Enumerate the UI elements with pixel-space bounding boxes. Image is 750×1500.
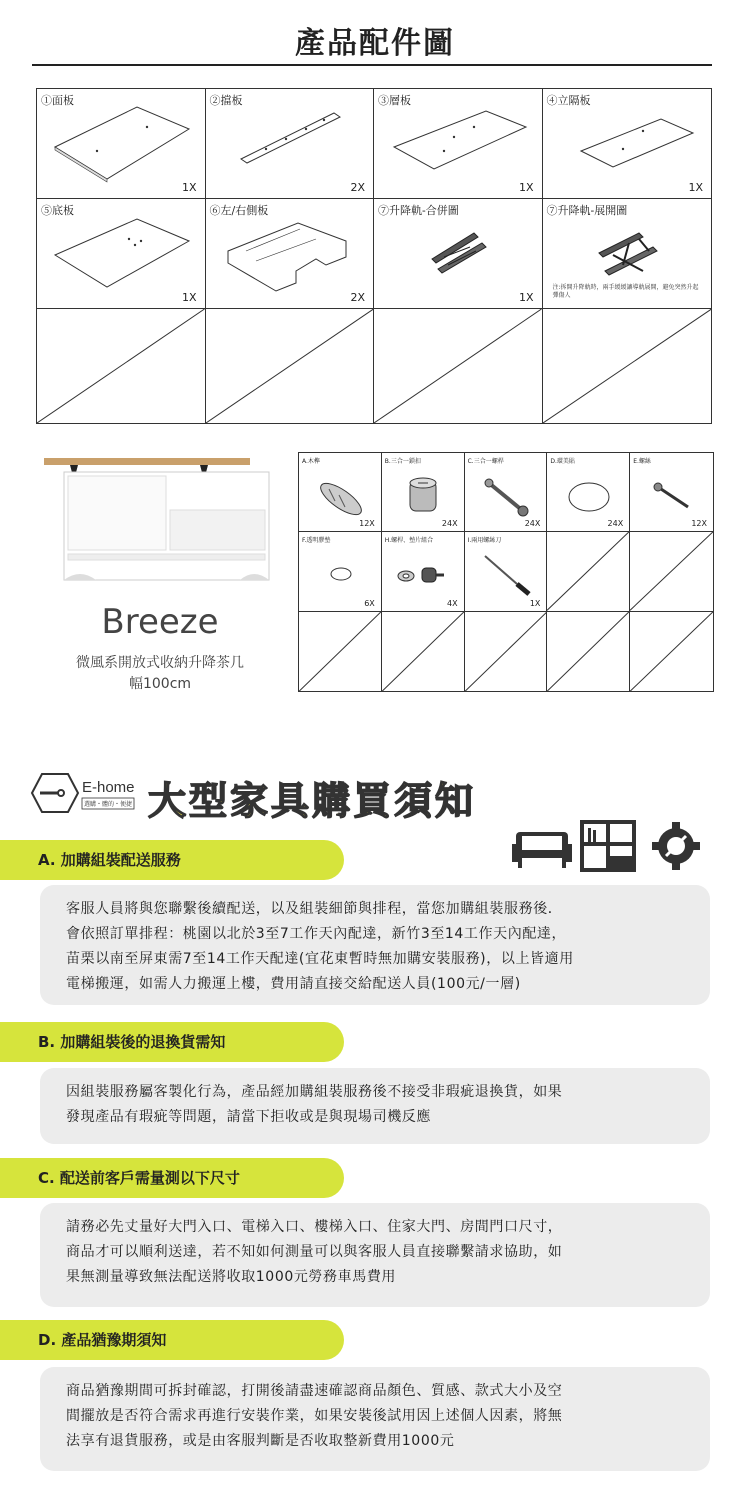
section-d-line: 商品猶豫期間可拆封確認，打開後請盡速確認商品顏色、質感、款式大小及空	[66, 1383, 563, 1399]
ehome-logo	[28, 770, 138, 816]
section-b-line: 發現產品有瑕疵等問題，請當下拒收或是與現場司機反應	[66, 1109, 431, 1125]
empty-cell	[547, 532, 630, 611]
hardware-cell-screwdriver	[465, 532, 548, 611]
bookshelf-icon	[580, 820, 636, 872]
part-label: ②擋板	[209, 94, 243, 107]
hardware-qty: 6X	[364, 598, 375, 608]
empty-cell	[630, 532, 713, 611]
hardware-label: F.透明膠墊	[302, 537, 331, 545]
product-name: Breeze	[101, 602, 219, 642]
part-label: ⑤底板	[41, 204, 74, 217]
product-width: 幅100cm	[128, 676, 192, 692]
part-cell-bottom-panel	[37, 199, 206, 309]
product-illustration	[40, 450, 280, 590]
part-cell-lift-unfolded	[543, 199, 712, 309]
part-label: ⑦升降軌-展開圖	[546, 204, 628, 217]
empty-cell	[630, 612, 713, 691]
empty-cell	[547, 612, 630, 691]
sofa-icon	[512, 832, 572, 868]
section-a-line: 苗栗以南至屏東需7至14工作天配達(宜花東暫時無加購安裝服務)，以上皆適用	[66, 951, 574, 967]
part-label: ⑦升降軌-合併圖	[378, 204, 459, 217]
hardware-label: E.螺絲	[633, 458, 651, 465]
section-a-line: 會依照訂單排程：桃園以北於3至7工作天內配達，新竹3至14工作天內配達，	[66, 926, 567, 942]
hardware-label: A.木榫	[302, 458, 320, 465]
section-a-heading: A. 加購組裝配送服務	[0, 840, 344, 880]
section-c-line: 商品才可以順利送達，若不知如何測量可以與客服人員直接聯繫請求協助，如	[66, 1244, 563, 1260]
empty-cell	[299, 612, 382, 691]
hardware-cell-cover-sticker	[547, 453, 630, 532]
divider-drawing	[543, 89, 712, 199]
hardware-qty: 24X	[441, 519, 458, 529]
section-d-line: 間擺放是否符合需求再進行安裝作業，如果安裝後試用因上述個人因素，將無	[66, 1408, 563, 1424]
empty-cell	[374, 309, 543, 423]
parts-grid	[36, 88, 712, 424]
hardware-cell-bolt-set	[382, 532, 465, 611]
section-d-body	[40, 1367, 710, 1471]
section-a-line: 客服人員將與您聯繫後續配送，以及組裝細節與排程，當您加購組裝服務後．	[66, 901, 563, 917]
hardware-label: I.兩用螺絲刀	[467, 537, 502, 545]
hardware-label: C.三合一螺桿	[467, 458, 504, 465]
hardware-cell-cam-bolt	[465, 453, 548, 532]
part-cell-lift-folded	[374, 199, 543, 309]
hardware-label: H.螺桿、墊片組合	[384, 537, 434, 545]
hardware-qty: 12X	[691, 519, 707, 529]
section-d-heading: D. 產品猶豫期須知	[0, 1320, 344, 1360]
hardware-qty: 4X	[447, 598, 458, 608]
part-qty: 1X	[688, 181, 703, 194]
section-b-body	[40, 1068, 710, 1144]
section-c-body	[40, 1203, 710, 1307]
part-qty: 2X	[350, 181, 365, 194]
empty-cell	[37, 309, 206, 423]
logo-tagline: 選購・體的・便捷	[84, 801, 133, 808]
part-qty: 1X	[518, 181, 534, 194]
baffle-drawing	[206, 89, 375, 199]
part-label: ④立隔板	[546, 94, 591, 107]
side-panel-drawing	[206, 199, 375, 309]
section-c-line: 請務必先丈量好大門入口、電梯入口、樓梯入口、住家大門、房間門口尺寸，	[66, 1219, 563, 1235]
hardware-grid	[298, 452, 714, 692]
part-qty: 1X	[181, 181, 197, 194]
part-cell-shelf	[374, 89, 543, 199]
notice-banner: 大型家具購買須知	[148, 779, 477, 823]
part-label: ③層板	[378, 94, 411, 107]
part-label: ①面板	[41, 94, 74, 107]
section-a-line: 電梯搬運，如需人力搬運上樓，費用請直接交給配送人員(100元/一層)	[66, 976, 521, 992]
part-cell-side-panel	[206, 199, 375, 309]
furniture-icons	[510, 818, 710, 874]
part-qty: 1X	[181, 291, 197, 304]
empty-cell	[206, 309, 375, 423]
hardware-qty: 1X	[529, 598, 541, 608]
part-qty: 1X	[518, 291, 534, 304]
section-a-body	[40, 885, 710, 1005]
hardware-qty: 24X	[607, 519, 624, 529]
hardware-cell-cam-lock	[382, 453, 465, 532]
section-d-line: 法享有退貨服務，或是由客服判斷是否收取整新費用1000元	[66, 1433, 455, 1449]
shelf-drawing	[374, 89, 543, 199]
logo-brand-text: E-home	[82, 779, 135, 796]
hardware-cell-pad	[299, 532, 382, 611]
section-b-heading: B. 加購組裝後的退換貨需知	[0, 1022, 344, 1062]
part-cell-baffle	[206, 89, 375, 199]
part-note: 注:拆開升降軌時，兩手緩緩讓導軌展開，避免突然升起彈傷人	[552, 284, 699, 299]
top-panel-drawing	[37, 89, 206, 199]
empty-cell	[382, 612, 465, 691]
lift-rail-folded-drawing	[374, 199, 543, 309]
title-rule	[32, 64, 712, 66]
hardware-qty: 24X	[524, 519, 541, 529]
empty-cell	[465, 612, 548, 691]
hardware-label: B.三合一鎖扣	[384, 458, 421, 465]
empty-cell	[543, 309, 712, 423]
bottom-panel-drawing	[37, 199, 206, 309]
hardware-cell-screw	[630, 453, 713, 532]
part-cell-top-panel	[37, 89, 206, 199]
product-description: 微風系開放式收納升降茶几	[76, 655, 244, 671]
part-cell-divider	[543, 89, 712, 199]
page-title: 產品配件圖	[295, 26, 455, 61]
hardware-qty: 12X	[359, 519, 375, 529]
section-b-line: 因組裝服務屬客製化行為，產品經加購組裝服務後不接受非瑕疵退換貨，如果	[66, 1084, 563, 1100]
part-qty: 2X	[350, 291, 365, 304]
section-c-heading: C. 配送前客戶需量測以下尺寸	[0, 1158, 344, 1198]
part-label: ⑥左/右側板	[209, 204, 269, 217]
hardware-label: D.環美貼	[550, 458, 575, 465]
section-c-line: 果無測量導致無法配送將收取1000元勞務車馬費用	[66, 1269, 397, 1285]
gear-wrench-icon	[652, 822, 700, 870]
hardware-cell-dowel	[299, 453, 382, 532]
